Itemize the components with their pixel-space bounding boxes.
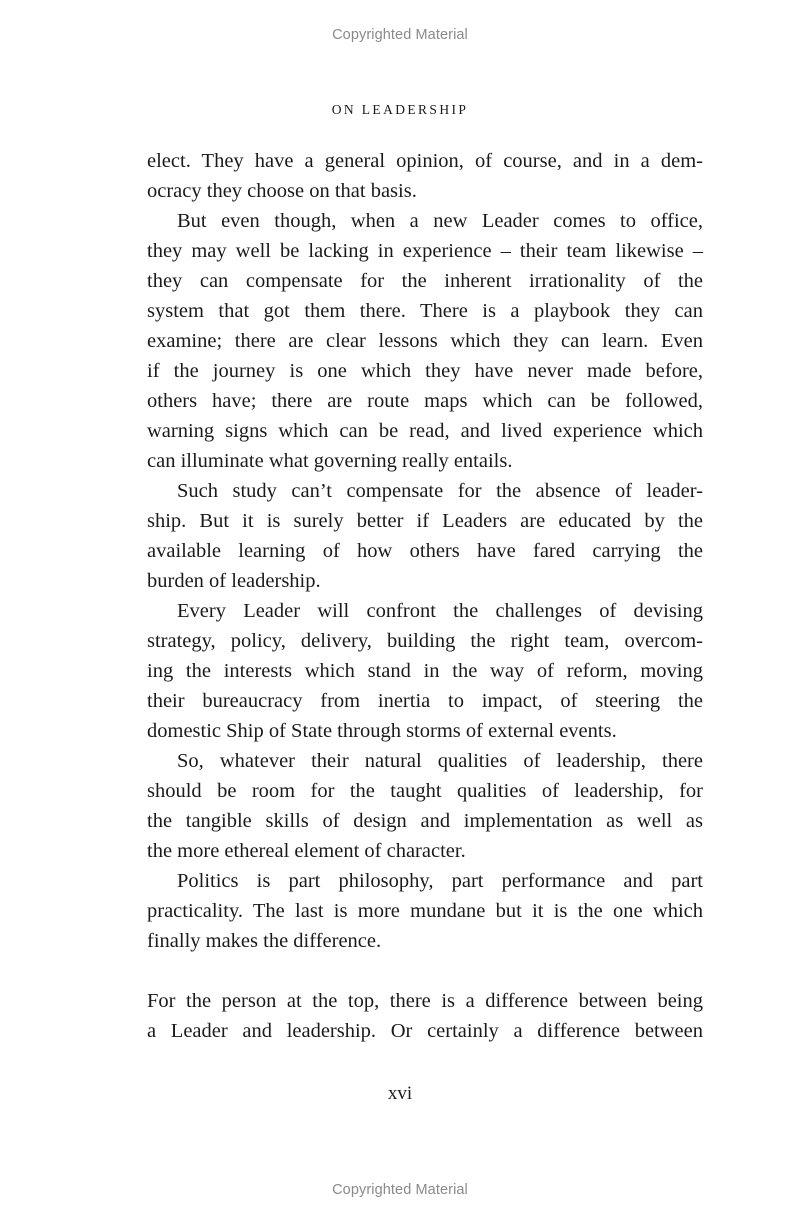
text-line: burden of leadership. <box>147 570 321 592</box>
text-line: Politics is part philosophy, part performance and part <box>177 870 703 892</box>
copyright-watermark-top: Copyrighted Material <box>332 27 468 43</box>
text-line: they can compensate for the inherent irrationality of the <box>147 270 703 292</box>
page-number: xvi <box>387 1083 413 1104</box>
text-line: But even though, when a new Leader comes to office, <box>177 210 703 232</box>
text-line: ship. But it is surely better if Leaders are educated by the <box>147 510 703 532</box>
text-line: examine; there are clear lessons which they can learn. Even <box>147 330 703 352</box>
text-line: a Leader and leadership. Or certainly a difference between <box>147 1020 703 1042</box>
text-line: ocracy they choose on that basis. <box>147 180 417 202</box>
text-line: finally makes the difference. <box>147 930 382 952</box>
section-break <box>147 956 703 986</box>
text-line: Such study can’t compensate for the absence of leader- <box>177 480 703 502</box>
text-line: elect. They have a general opinion, of course, and in a dem- <box>147 150 703 172</box>
text-line: available learning of how others have fared carrying the <box>147 540 703 562</box>
body-text <box>147 146 703 1046</box>
text-line: can illuminate what governing really entails. <box>147 450 513 472</box>
text-line: domestic Ship of State through storms of external events. <box>147 720 617 742</box>
text-line: system that got them there. There is a playbook they can <box>147 300 703 322</box>
copyright-watermark-bottom: Copyrighted Material <box>332 1182 468 1198</box>
text-line: should be room for the taught qualities of leadership, for <box>147 780 703 802</box>
text-line: strategy, policy, delivery, building the right team, overcom- <box>147 630 703 652</box>
text-line: the tangible skills of design and implementation as well as <box>147 810 703 832</box>
text-line: they may well be lacking in experience – their team likewise – <box>147 240 703 262</box>
text-line: others have; there are route maps which can be followed, <box>147 390 703 412</box>
running-head: ON LEADERSHIP <box>331 102 469 117</box>
text-line: if the journey is one which they have never made before, <box>147 360 703 382</box>
text-line: For the person at the top, there is a difference between being <box>147 990 703 1012</box>
text-line: Every Leader will confront the challenges of devising <box>177 600 703 622</box>
text-line: warning signs which can be read, and lived experience which <box>147 420 703 442</box>
text-line: practicality. The last is more mundane but it is the one which <box>147 900 703 922</box>
text-line: the more ethereal element of character. <box>147 840 466 862</box>
text-line: So, whatever their natural qualities of leadership, there <box>177 750 703 772</box>
text-line: ing the interests which stand in the way of reform, moving <box>147 660 703 682</box>
text-line: their bureaucracy from inertia to impact, of steering the <box>147 690 703 712</box>
